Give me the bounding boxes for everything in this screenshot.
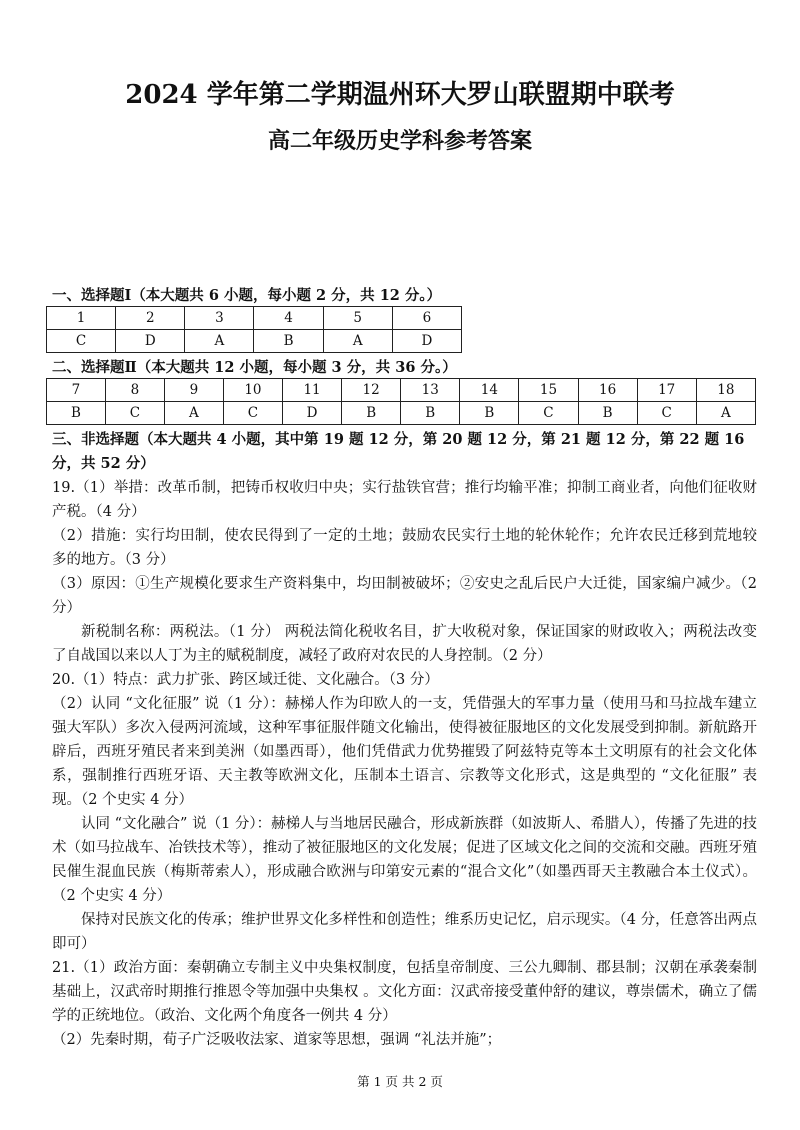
- question-number: 7: [47, 379, 106, 402]
- answer-cell: D: [116, 330, 185, 353]
- question-number: 5: [323, 307, 392, 330]
- q21-part2: （2）先秦时期，荀子广泛吸收法家、道家等思想，强调 “礼法并施”；: [52, 1032, 502, 1048]
- answer-cell: B: [401, 402, 460, 425]
- question-number: 8: [105, 379, 164, 402]
- answer-cell: B: [578, 402, 637, 425]
- table-row: [47, 330, 462, 353]
- question-number: 11: [282, 379, 341, 402]
- question-number: 14: [460, 379, 519, 402]
- q20-part1: 20.（1）特点：武力扩张、跨区域迁徙、文化融合。（3 分）: [52, 672, 439, 688]
- table-row: [47, 402, 756, 425]
- q19-part2: （2）措施：实行均田制，使农民得到了一定的土地；鼓励农民实行土地的轮休轮作；允许农民迁移到荒地较多的地方。（3 分）: [52, 528, 757, 568]
- question-number: 16: [578, 379, 637, 402]
- page-subtitle: 高二年级历史学科参考答案: [267, 128, 532, 154]
- section1-heading: 一、选择题Ⅰ（本大题共 6 小题，每小题 2 分，共 12 分。）: [52, 287, 442, 304]
- answer-cell: D: [282, 402, 341, 425]
- answer-cell: C: [105, 402, 164, 425]
- q19-part3: （3）原因：①生产规模化要求生产资料集中，均田制被破坏；②安史之乱后民户大迁徙，国家编户减少。（2 分）: [52, 576, 757, 616]
- answer-cell: C: [47, 330, 116, 353]
- page-footer: 第 1 页 共 2 页: [357, 1074, 443, 1089]
- answer-cell: B: [460, 402, 519, 425]
- q19-part4: 新税制名称：两税法。（1 分） 两税法简化税收名目，扩大收税对象，保证国家的财政收入；两税法改变了自战国以来以人丁为主的赋税制度，减轻了政府对农民的人身控制。（2 分）: [52, 624, 757, 664]
- q19-part1: 19.（1）举措：改革币制，把铸币权收归中央；实行盐铁官营；推行均输平准；抑制工商业者，向他们征收财产税。（4 分）: [52, 480, 757, 520]
- table-row: [47, 307, 462, 330]
- answer-cell: A: [323, 330, 392, 353]
- answer-cell: B: [47, 402, 106, 425]
- section2-heading: 二、选择题Ⅱ（本大题共 12 小题，每小题 3 分，共 36 分。）: [52, 359, 457, 376]
- q20-part4: 保持对民族文化的传承；维护世界文化多样性和创造性；维系历史记忆，启示现实。（4 分，任意答出两点即可）: [52, 912, 757, 952]
- answer-body: [52, 428, 757, 1052]
- question-number: 2: [116, 307, 185, 330]
- answer-cell: A: [696, 402, 755, 425]
- section3-heading-line1: 三、非选择题（本大题共 4 小题，其中第 19 题 12 分，第 20 题 12 分，第 21 题 12 分，第 22 题 16: [52, 431, 745, 448]
- q20-part2: （2）认同 “文化征服” 说（1 分）：赫梯人作为印欧人的一支，凭借强大的军事力量（使用马和马拉战车建立强大军队）多次入侵两河流域，这种军事征服伴随文化输出，使得被征服地区的文化发展受到抑制。新航路开辟后，西班牙殖民者来到美洲（如墨西哥），他们凭借武力优势摧毁了阿兹特克等本土文明原有的社会文化体系，强制推行西班牙语、天主教等欧洲文化，压制本土语言、宗教等文化形式，这是典型的 “文化征服” 表现。（2 个史实 4 分）: [52, 696, 757, 808]
- answer-cell: D: [392, 330, 461, 353]
- q20-part3: 认同 “文化融合” 说（1 分）：赫梯人与当地居民融合，形成新族群（如波斯人、希腊人），传播了先进的技术（如马拉战车、冶铁技术等），推动了被征服地区的文化发展；促进了区域文化之间的交流和交融。西班牙殖民催生混血民族（梅斯蒂索人），形成融合欧洲与印第安元素的“混合文化”（如墨西哥天主教融合本土仪式）。（2 个史实 4 分）: [52, 816, 757, 904]
- question-number: 1: [47, 307, 116, 330]
- question-number: 10: [223, 379, 282, 402]
- section2-answer-table: [46, 378, 756, 425]
- q21-part1: 21.（1）政治方面：秦朝确立专制主义中央集权制度，包括皇帝制度、三公九卿制、郡县制；汉朝在承袭秦制基础上，汉武帝时期推行推恩令等加强中央集权 。文化方面：汉武帝接受董仲舒的建议，尊崇儒术，确立了儒学的正统地位。（政治、文化两个角度各一例共 4 分）: [52, 960, 757, 1024]
- section3-heading-line2: 分，共 52 分）: [52, 455, 155, 472]
- question-number: 17: [637, 379, 696, 402]
- answer-cell: C: [519, 402, 578, 425]
- question-number: 15: [519, 379, 578, 402]
- answer-cell: C: [223, 402, 282, 425]
- question-number: 4: [254, 307, 323, 330]
- question-number: 13: [401, 379, 460, 402]
- question-number: 6: [392, 307, 461, 330]
- answer-cell: A: [185, 330, 254, 353]
- question-number: 18: [696, 379, 755, 402]
- question-number: 12: [342, 379, 401, 402]
- answer-cell: C: [637, 402, 696, 425]
- answer-cell: B: [254, 330, 323, 353]
- question-number: 3: [185, 307, 254, 330]
- answer-cell: A: [164, 402, 223, 425]
- question-number: 9: [164, 379, 223, 402]
- answer-cell: B: [342, 402, 401, 425]
- page-title: 2024 学年第二学期温州环大罗山联盟期中联考: [125, 80, 675, 110]
- section3-heading: [52, 428, 757, 476]
- table-row: [47, 379, 756, 402]
- section1-answer-table: [46, 306, 462, 353]
